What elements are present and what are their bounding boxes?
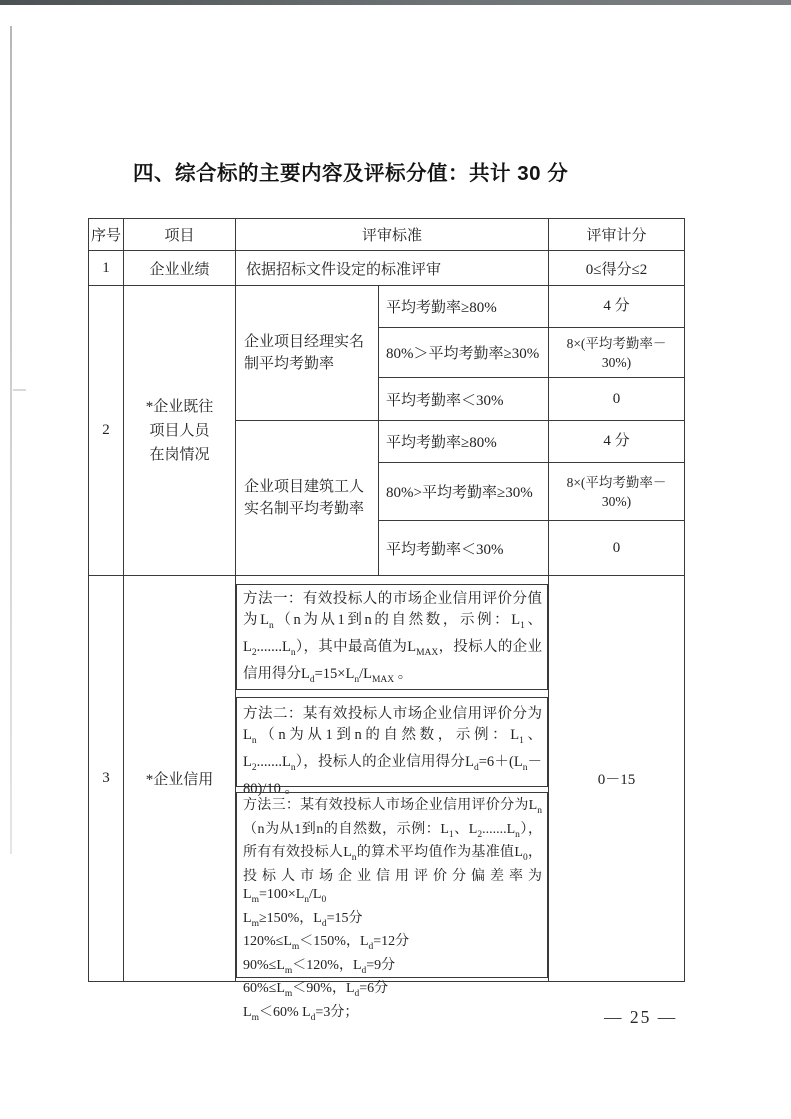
credit-method-3: 方法三：某有效投标人市场企业信用评价分为$L_n(n$为从1到n的自然数，示例：$L_1$、$L_2.......L_n$），所有有效投标人$L_n$的算术平均值作为基准值$L_0$，投标人市场企业信用评价分偏差率为$L_m=100\times L_n/L_0$ $L_m\ge 150\%$，$L_d=15$分 $120\%\le L_m<150\%$，$L_d=12$分 $90\%\le L_m<120\%$，$L_d=9$分 $60\%\le L_m<90\%$，$L_d=6$分 $L_m<60\%$ $L_d=3$分； [236,792,548,978]
scan-left-line-artifact [10,26,12,854]
credit-method-1: 方法一：有效投标人的市场企业信用评价分值为$L_n(n$为从1到n的自然数，示例：$L_1$、$L_2.......L_n$），其中最高值为$L_{MAX}$，投标人的企业信用得分$L_d=15\times L_n/L_{MAX}$ 。 [236,584,548,690]
table-header-row [89,219,684,251]
subrow-score: 8×(平均考勤率－30%) [566,474,667,509]
row3-seq: 3 [89,576,124,981]
header-criteria-cell: 评审标准 [236,219,549,250]
worker-attendance-label: 企业项目建筑工人 实名制平均考勤率 [236,421,379,575]
row1-score: 0≤得分≤2 [585,261,648,278]
manager-attendance-block [236,286,684,421]
header-seq-cell: 序号 [89,219,124,250]
subrow [379,328,684,378]
header-item-cell: 项目 [124,219,236,250]
subrow-criteria: 80%＞平均考勤率≥30% [379,328,549,377]
table-row-2 [89,286,684,576]
subrow-criteria: 80%>平均考勤率≥30% [379,463,549,520]
row3-score: 0－15 [597,772,636,788]
section-title: 四、综合标的主要内容及评标分值：共计 30 分 [133,162,569,185]
row3-item: *企业信用 [124,576,236,981]
subrow [379,521,684,575]
row2-item: *企业既往 项目人员 在岗情况 [124,286,236,575]
subrow-score: 4 分 [603,298,630,314]
subrow-score: 8×(平均考勤率－30%) [566,335,667,370]
scan-top-edge-artifact [0,0,791,5]
subrow [379,463,684,521]
manager-attendance-subrows [379,286,684,420]
manager-attendance-label: 企业项目经理实名 制平均考勤率 [236,286,379,420]
table-row-1 [89,251,684,286]
subrow-criteria: 平均考勤率≥80% [379,286,549,327]
subrow [379,421,684,463]
row1-criteria: 依据招标文件设定的标准评审 [236,251,549,285]
page-number: — 25 — [604,1007,678,1027]
row3-methods-column [236,576,549,1023]
worker-attendance-block [236,421,684,575]
scan-mark-artifact [13,389,26,391]
subrow-criteria: 平均考勤率≥80% [379,421,549,462]
subrow-criteria: 平均考勤率＜30% [379,521,549,575]
credit-method-2: 方法二：某有效投标人市场企业信用评价分为$L_n(n$为从1到n的自然数，示例：$L_1$、$L_2.......L_n$），投标人的企业信用得分$L_d=6+(L_n-80)/10$ 。 [236,697,548,787]
row2-seq: 2 [89,286,124,575]
row1-item: 企业业绩 [124,251,236,285]
subrow [379,378,684,420]
subrow-score: 0 [612,390,621,407]
row1-seq: 1 [89,251,124,285]
worker-attendance-subrows [379,421,684,575]
subrow-score: 0 [612,539,621,556]
subrow-score: 4 分 [603,433,630,449]
subrow-criteria: 平均考勤率＜30% [379,378,549,420]
header-score-cell: 评审计分 [586,228,647,244]
subrow [379,286,684,328]
row2-criteria-area [236,286,684,575]
